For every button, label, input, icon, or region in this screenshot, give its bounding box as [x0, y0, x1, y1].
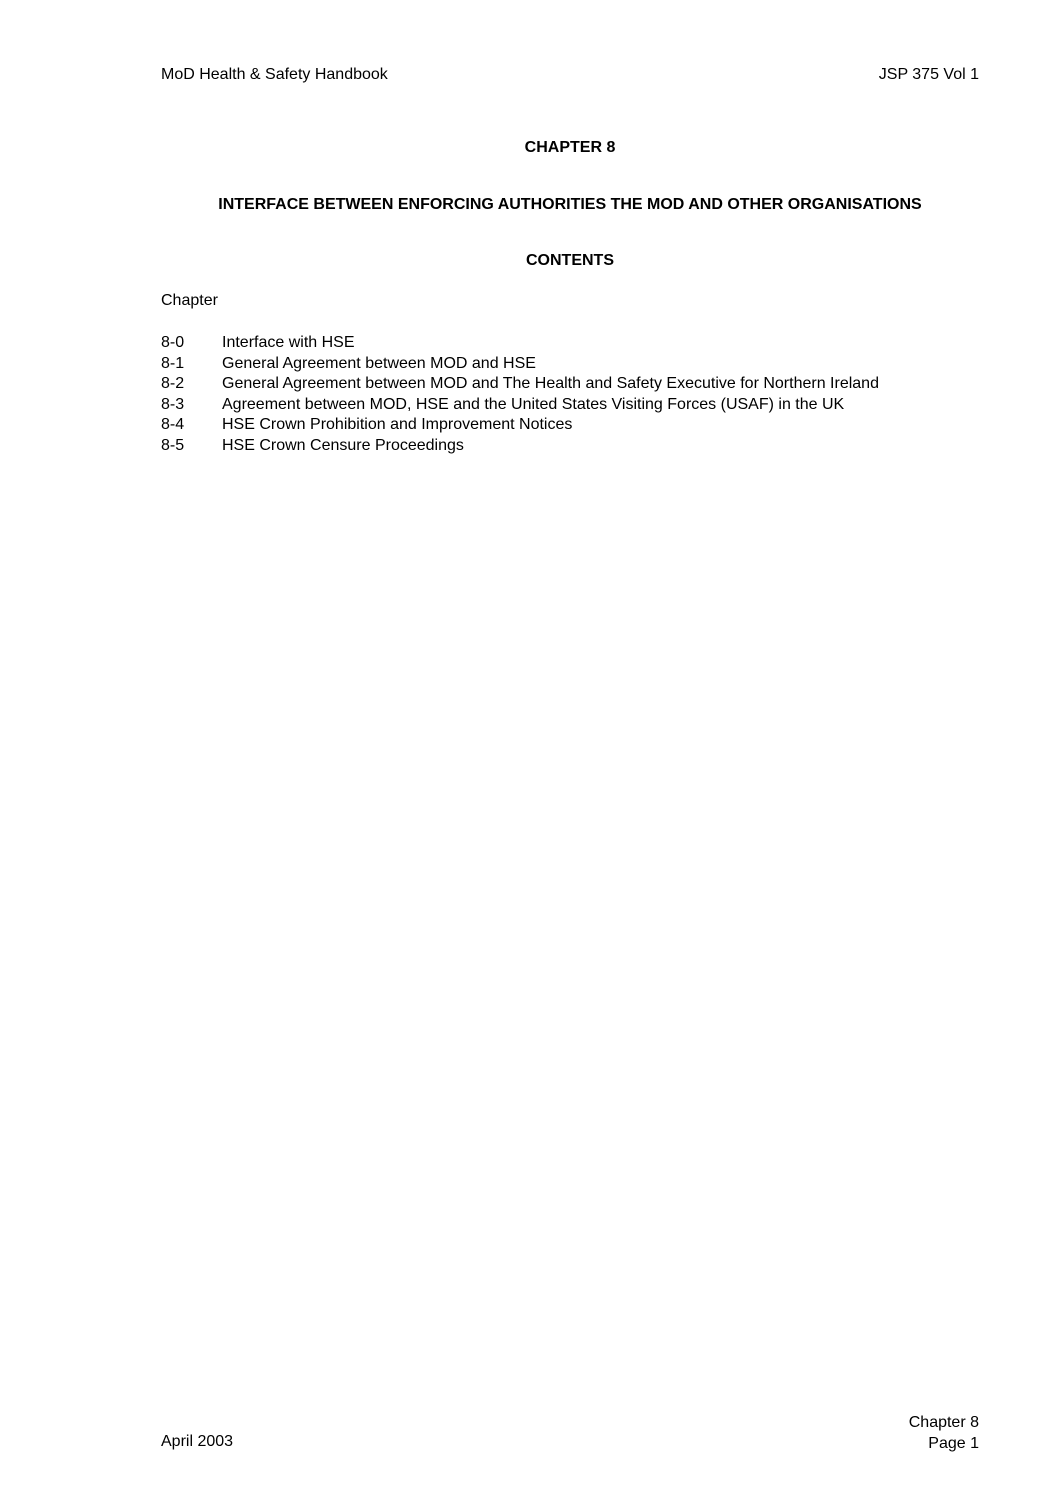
footer-page-info [909, 1412, 979, 1454]
toc-entry-number: 8-3 [161, 395, 185, 413]
table-of-contents [161, 333, 879, 457]
toc-entry [161, 395, 879, 416]
toc-entry-title: General Agreement between MOD and The Health and Safety Executive for Northern Ireland [222, 375, 879, 393]
toc-entry [161, 374, 879, 395]
toc-entry [161, 354, 879, 375]
toc-entry [161, 415, 879, 436]
toc-entry-number: 8-5 [161, 436, 185, 454]
chapter-heading: CHAPTER 8 [524, 139, 616, 156]
toc-entry [161, 436, 879, 457]
header-document-ref: JSP 375 Vol 1 [878, 66, 979, 83]
footer-chapter: Chapter 8 [908, 1414, 979, 1431]
chapter-title: INTERFACE BETWEEN ENFORCING AUTHORITIES THE MOD AND OTHER ORGANISATIONS [218, 196, 922, 213]
footer-date: April 2003 [161, 1433, 234, 1450]
toc-entry-number: 8-4 [161, 416, 185, 434]
toc-entry-number: 8-0 [161, 334, 185, 351]
toc-entry [161, 333, 879, 354]
toc-entry-title: HSE Crown Prohibition and Improvement Notices [222, 416, 573, 434]
toc-entry-title: General Agreement between MOD and HSE [222, 354, 536, 372]
footer-page-number: Page 1 [928, 1435, 979, 1452]
toc-entry-title: HSE Crown Censure Proceedings [222, 436, 464, 454]
toc-entry-title: Agreement between MOD, HSE and the United States Visiting Forces (USAF) in the UK [222, 395, 845, 413]
toc-entry-number: 8-2 [161, 375, 185, 393]
chapter-column-label: Chapter [161, 292, 218, 309]
header-handbook-title: MoD Health & Safety Handbook [161, 66, 388, 83]
contents-heading: CONTENTS [526, 252, 614, 269]
toc-entry-title: Interface with HSE [222, 334, 355, 351]
toc-entry-number: 8-1 [161, 354, 185, 372]
